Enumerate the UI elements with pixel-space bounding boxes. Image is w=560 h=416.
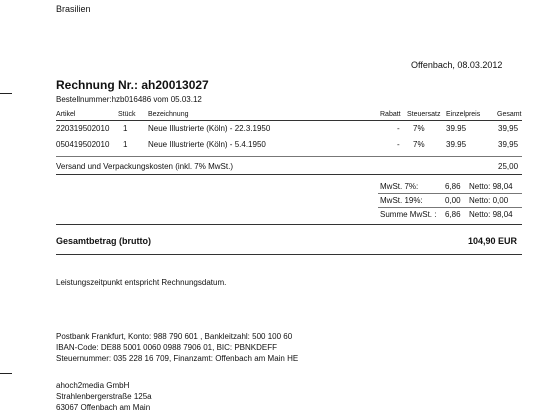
tax-amount: 6,86 [445, 182, 461, 191]
company-city: 63067 Offenbach am Main [56, 403, 151, 412]
invoice-title: Rechnung Nr.: ah20013027 [56, 78, 209, 92]
header-einzelpreis: Einzelpreis [446, 111, 481, 118]
bank-line: Postbank Frankfurt, Konto: 988 790 601 , Bankleitzahl: 500 100 60 [56, 332, 293, 341]
company-name: ahoch2media GmbH [56, 381, 130, 390]
cell-stueck: 1 [123, 124, 128, 133]
service-date-note: Leistungszeitpunkt entspricht Rechnungsdatum. [56, 278, 227, 287]
summary-divider [56, 224, 522, 225]
bank-line: IBAN-Code: DE88 5001 0060 0988 7906 01, BIC: PBNKDEFF [56, 343, 278, 352]
total-amount: 104,90 EUR [468, 236, 518, 246]
fold-mark [0, 373, 12, 374]
cell-rabatt: - [397, 140, 400, 149]
cell-gesamt: 39,95 [498, 140, 519, 149]
cell-rabatt: - [397, 124, 400, 133]
cell-bezeichnung: Neue Illustrierte (Köln) - 5.4.1950 [148, 140, 266, 149]
cell-artikel: 220319502010 [56, 124, 110, 133]
tax-label: MwSt. 19%: [380, 196, 423, 205]
cell-stueck: 1 [123, 140, 128, 149]
fold-mark [0, 93, 12, 94]
shipping-label: Versand und Verpackungskosten (inkl. 7% MwSt.) [56, 162, 233, 171]
cell-einzelpreis: 39.95 [446, 140, 467, 149]
cell-steuersatz: 7% [413, 124, 425, 133]
cell-bezeichnung: Neue Illustrierte (Köln) - 22.3.1950 [148, 124, 271, 133]
tax-amount: 6,86 [445, 210, 461, 219]
tax-netto: Netto: 0,00 [469, 196, 509, 205]
header-rabatt: Rabatt [380, 111, 401, 118]
cell-gesamt: 39,95 [498, 124, 519, 133]
cell-steuersatz: 7% [413, 140, 425, 149]
tax-divider [378, 193, 522, 194]
shipping-divider [56, 174, 522, 175]
tax-label: MwSt. 7%: [380, 182, 419, 191]
header-artikel: Artikel [56, 111, 76, 118]
recipient-country: Brasilien [56, 4, 91, 14]
tax-label: Summe MwSt. : [380, 210, 437, 219]
header-bezeichnung: Bezeichnung [148, 111, 189, 118]
shipping-amount: 25,00 [498, 162, 519, 171]
header-stueck: Stück [118, 111, 136, 118]
tax-netto: Netto: 98,04 [469, 182, 513, 191]
header-gesamt: Gesamt [497, 111, 522, 118]
tax-amount: 0,00 [445, 196, 461, 205]
header-divider [56, 120, 522, 121]
header-steuersatz: Steuersatz [407, 111, 441, 118]
company-street: Strahlenbergerstraße 125a [56, 392, 152, 401]
place-date: Offenbach, 08.03.2012 [411, 60, 503, 70]
cell-einzelpreis: 39.95 [446, 124, 467, 133]
tax-netto: Netto: 98,04 [469, 210, 513, 219]
order-reference: Bestellnummer:hzb016486 vom 05.03.12 [56, 95, 202, 104]
bank-line: Steuernummer: 035 228 16 709, Finanzamt: Offenbach am Main HE [56, 354, 299, 363]
tax-divider [378, 207, 522, 208]
cell-artikel: 050419502010 [56, 140, 110, 149]
rows-divider [56, 156, 522, 157]
total-divider [56, 254, 522, 255]
total-label: Gesamtbetrag (brutto) [56, 236, 152, 246]
